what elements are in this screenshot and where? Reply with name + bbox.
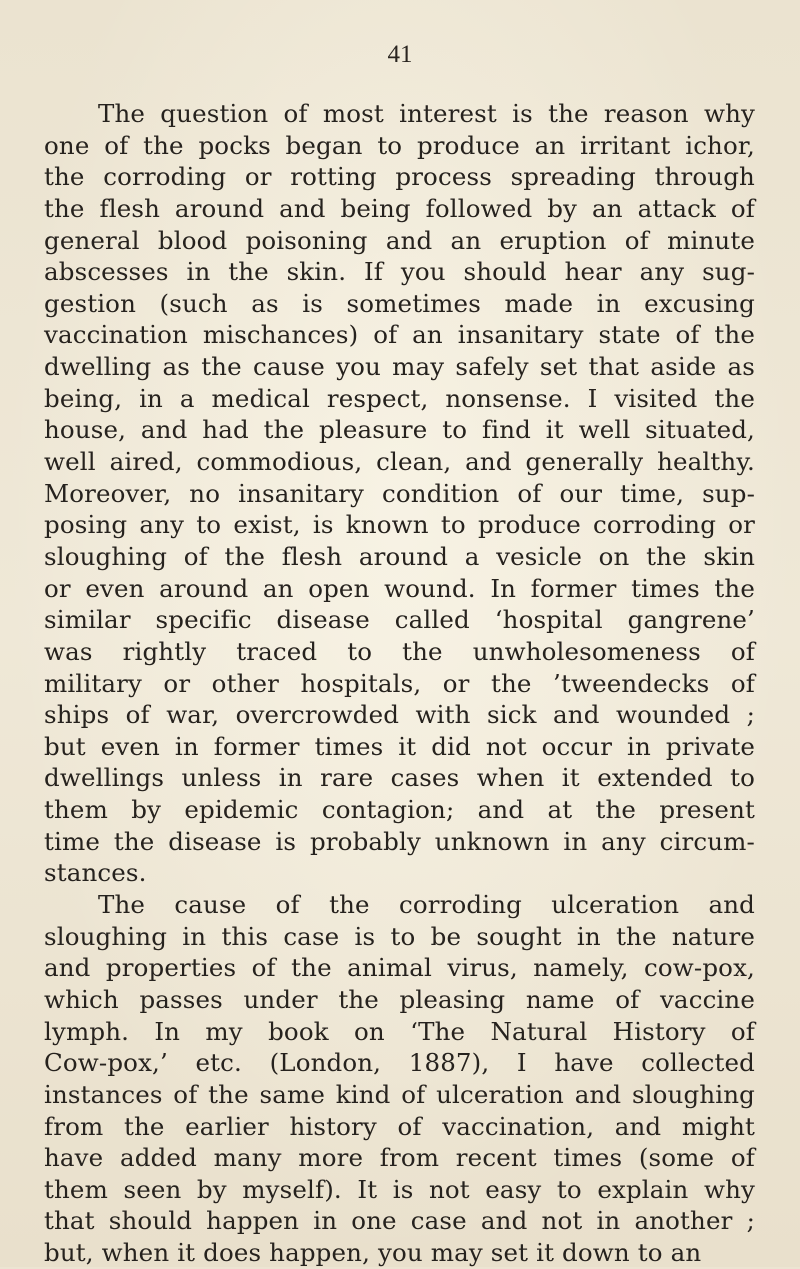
paragraph (44, 889, 755, 1269)
text-line: them by epidemic contagion; and at the present (44, 795, 755, 825)
text-line: posing any to exist, is known to produce corroding or (44, 510, 755, 540)
text-line: The question of most interest is the reason why (98, 99, 755, 128)
text-line: Cow-pox,’ etc. (London, 1887), I have collected (44, 1048, 755, 1078)
text-line: ships of war, overcrowded with sick and wounded ; (44, 700, 755, 730)
text-line: time the disease is probably unknown in any circum- (44, 826, 755, 856)
text-line: gestion (such as is sometimes made in excusing (44, 288, 755, 318)
text-line: or even around an open wound. In former times the (44, 573, 755, 603)
text-line: dwellings unless in rare cases when it extended to (44, 763, 755, 793)
text-line: sloughing in this case is to be sought in the nature (44, 921, 755, 951)
body-text (44, 98, 755, 1269)
text-line: house, and had the pleasure to find it well situated, (44, 415, 755, 445)
text-line: well aired, commodious, clean, and generally healthy. (44, 447, 755, 477)
paragraph (44, 98, 755, 889)
text-line: Moreover, no insanitary condition of our time, sup- (44, 478, 755, 508)
text-line: military or other hospitals, or the ’tweendecks of (44, 668, 755, 698)
text-line: was rightly traced to the unwholesomeness of (44, 636, 755, 666)
text-line: them seen by myself). It is not easy to explain why (44, 1174, 755, 1204)
text-line: being, in a medical respect, nonsense. I visited the (44, 383, 755, 413)
text-line: but even in former times it did not occur in private (44, 731, 755, 761)
text-line: dwelling as the cause you may safely set that aside as (44, 352, 755, 382)
text-line: which passes under the pleasing name of vaccine (44, 984, 755, 1014)
text-line: from the earlier history of vaccination, and might (44, 1111, 755, 1141)
text-line: stances. (44, 858, 147, 888)
text-line: general blood poisoning and an eruption of minute (44, 225, 755, 255)
text-line: have added many more from recent times (some of (44, 1143, 755, 1173)
text-line: similar specific disease called ‘hospital gangrene’ (44, 605, 755, 635)
page-number: 41 (387, 41, 413, 68)
text-line: that should happen in one case and not in another ; (44, 1206, 755, 1236)
text-line: the flesh around and being followed by an attack of (44, 193, 755, 223)
text-line: lymph. In my book on ‘The Natural History of (44, 1016, 755, 1046)
text-line: sloughing of the flesh around a vesicle on the skin (44, 541, 755, 571)
text-line: the corroding or rotting process spreading through (44, 162, 755, 192)
text-line: but, when it does happen, you may set it down to an (44, 1238, 702, 1268)
text-line: and properties of the animal virus, namely, cow-pox, (44, 953, 755, 983)
text-line: vaccination mischances) of an insanitary state of the (44, 320, 755, 350)
text-line: The cause of the corroding ulceration and (98, 890, 755, 920)
text-line: one of the pocks began to produce an irritant ichor, (44, 130, 755, 160)
text-line: instances of the same kind of ulceration and sloughing (44, 1079, 755, 1109)
text-line: abscesses in the skin. If you should hear any sug- (44, 257, 755, 287)
